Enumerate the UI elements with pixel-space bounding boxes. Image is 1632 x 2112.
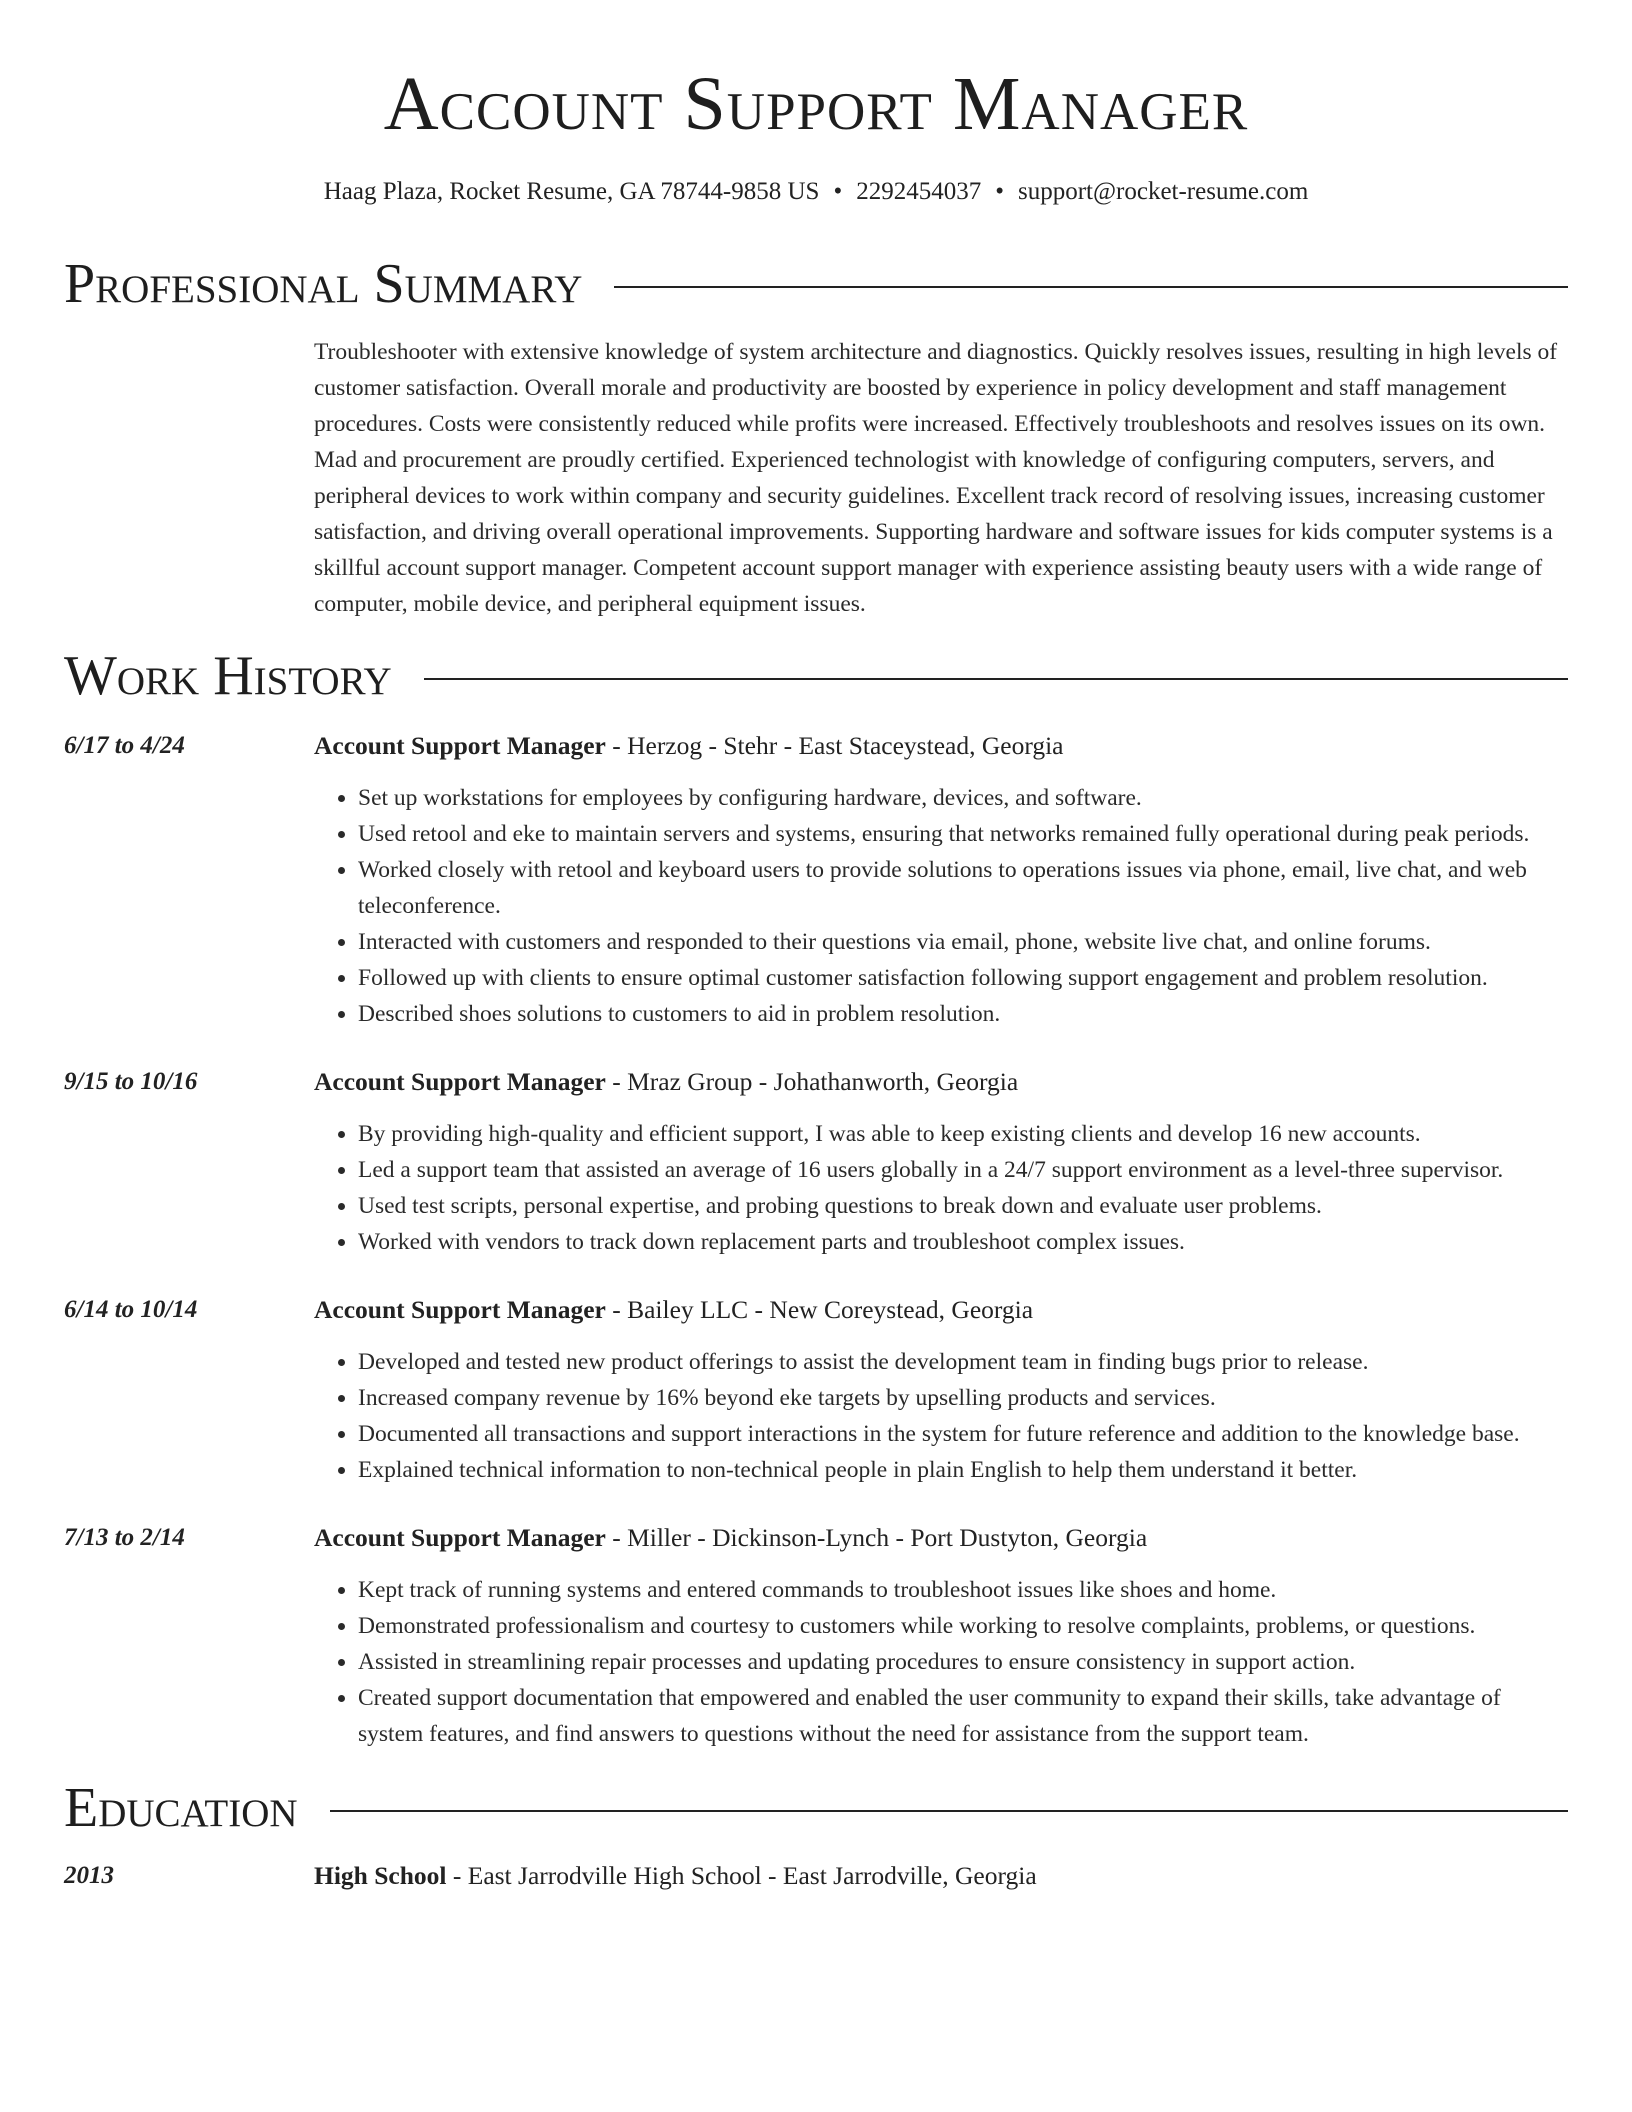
education-details: - East Jarrodville High School - East Jarrodville, Georgia — [446, 1861, 1037, 1890]
job-bullet: • Worked closely with retool and keyboard users to provide solutions to operations issues via phone, email, live chat, and web teleconference. — [358, 852, 1568, 924]
job-bullet: • Followed up with clients to ensure optimal customer satisfaction following support engagement and problem resolution. — [358, 960, 1568, 996]
education-entry — [64, 1858, 1568, 1894]
job-bullet: • Increased company revenue by 16% beyond eke targets by upselling products and services. — [358, 1380, 1568, 1416]
job-entry — [64, 728, 1568, 1032]
job-body — [314, 1520, 1568, 1752]
job-bullet: • Developed and tested new product offerings to assist the development team in finding bugs prior to release. — [358, 1344, 1568, 1380]
contact-separator: • — [995, 178, 1004, 205]
job-bullet: • Set up workstations for employees by configuring hardware, devices, and software. — [358, 780, 1568, 816]
job-title-line — [314, 1520, 1568, 1556]
job-title: Account Support Manager — [314, 731, 606, 760]
job-title: Account Support Manager — [314, 1067, 606, 1096]
section-divider — [330, 1810, 1568, 1812]
job-entry — [64, 1520, 1568, 1752]
job-dates: 6/17 to 4/24 — [64, 732, 185, 759]
contact-line — [64, 176, 1568, 208]
work-section-header — [64, 644, 1568, 708]
education-degree: High School — [314, 1861, 447, 1890]
work-heading: Work History — [64, 645, 392, 707]
education-year: 2013 — [64, 1862, 114, 1889]
job-bullet: • Documented all transactions and support interactions in the system for future reference and addition to the knowledge base. — [358, 1416, 1568, 1452]
job-details: - Miller - Dickinson-Lynch - Port Dustyton, Georgia — [605, 1523, 1148, 1552]
job-entry — [64, 1292, 1568, 1488]
job-dates: 6/14 to 10/14 — [64, 1296, 198, 1323]
education-body — [314, 1858, 1568, 1894]
summary-text: Troubleshooter with extensive knowledge of system architecture and diagnostics. Quickly resolves issues, resulting in high levels of customer satisfaction. Overall morale and productivity are boosted by experience in policy development and staff management procedures. Costs were consistently reduced while profits were increased. Effectively troubleshoots and resolves issues on its own. Mad and procurement are proudly certified. Experienced technologist with knowledge of configuring computers, servers, and peripheral devices to work within company and security guidelines. Excellent track record of resolving issues, increasing customer satisfaction, and driving overall operational improvements. Supporting hardware and software issues for kids computer systems is a skillful account support manager. Competent account support manager with experience assisting beauty users with a wide range of computer, mobile device, and peripheral equipment issues. — [314, 339, 1558, 617]
job-bullet: • Kept track of running systems and entered commands to troubleshoot issues like shoes and home. — [358, 1572, 1568, 1608]
job-bullets — [314, 1116, 1568, 1260]
education-title-line — [314, 1858, 1568, 1894]
job-details: - Herzog - Stehr - East Staceystead, Georgia — [605, 731, 1064, 760]
section-divider — [614, 286, 1568, 288]
job-dates: 9/15 to 10/16 — [64, 1068, 198, 1095]
job-title-line — [314, 1064, 1568, 1100]
section-divider — [424, 678, 1568, 680]
summary-section-header — [64, 252, 1568, 316]
job-entry — [64, 1064, 1568, 1260]
job-body — [314, 728, 1568, 1032]
job-bullet: • Led a support team that assisted an average of 16 users globally in a 24/7 support environment as a level-three supervisor. — [358, 1152, 1568, 1188]
job-details: - Bailey LLC - New Coreystead, Georgia — [605, 1295, 1034, 1324]
contact-email: support@rocket-resume.com — [1018, 178, 1309, 205]
job-bullet: • Used test scripts, personal expertise, and probing questions to break down and evaluate user problems. — [358, 1188, 1568, 1224]
job-bullet: • By providing high-quality and efficient support, I was able to keep existing clients and develop 16 new accounts. — [358, 1116, 1568, 1152]
summary-heading: Professional Summary — [64, 253, 583, 315]
contact-separator: • — [833, 178, 843, 205]
job-title-line — [314, 1292, 1568, 1328]
job-bullet: • Explained technical information to non-technical people in plain English to help them understand it better. — [358, 1452, 1568, 1488]
job-bullet: • Demonstrated professionalism and courtesy to customers while working to resolve complaints, problems, or questions. — [358, 1608, 1568, 1644]
job-body — [314, 1292, 1568, 1488]
education-heading: Education — [64, 1777, 298, 1839]
job-dates: 7/13 to 2/14 — [64, 1524, 185, 1551]
job-bullet: • Assisted in streamlining repair processes and updating procedures to ensure consistency in support action. — [358, 1644, 1568, 1680]
job-details: - Mraz Group - Johathanworth, Georgia — [605, 1067, 1019, 1096]
education-section-header — [64, 1776, 1568, 1840]
job-title: Account Support Manager — [314, 1523, 606, 1552]
job-body — [314, 1064, 1568, 1260]
job-bullets — [314, 1344, 1568, 1488]
job-bullet: • Used retool and eke to maintain servers and systems, ensuring that networks remained fully operational during peak periods. — [358, 816, 1568, 852]
job-title: Account Support Manager — [314, 1295, 606, 1324]
candidate-name: Account Support Manager — [383, 62, 1249, 146]
job-bullets — [314, 1572, 1568, 1752]
contact-address: Haag Plaza, Rocket Resume, GA 78744-9858 US — [323, 178, 820, 205]
job-bullet: • Worked with vendors to track down replacement parts and troubleshoot complex issues. — [358, 1224, 1568, 1260]
job-bullet: • Created support documentation that empowered and enabled the user community to expand their skills, take advantage of system features, and find answers to questions without the need for assistance from the support team. — [358, 1680, 1568, 1752]
job-bullet: • Described shoes solutions to customers to aid in problem resolution. — [358, 996, 1568, 1032]
job-title-line — [314, 728, 1568, 764]
job-bullets — [314, 780, 1568, 1032]
job-bullet: • Interacted with customers and responded to their questions via email, phone, website live chat, and online forums. — [358, 924, 1568, 960]
contact-phone: 2292454037 — [856, 178, 982, 205]
